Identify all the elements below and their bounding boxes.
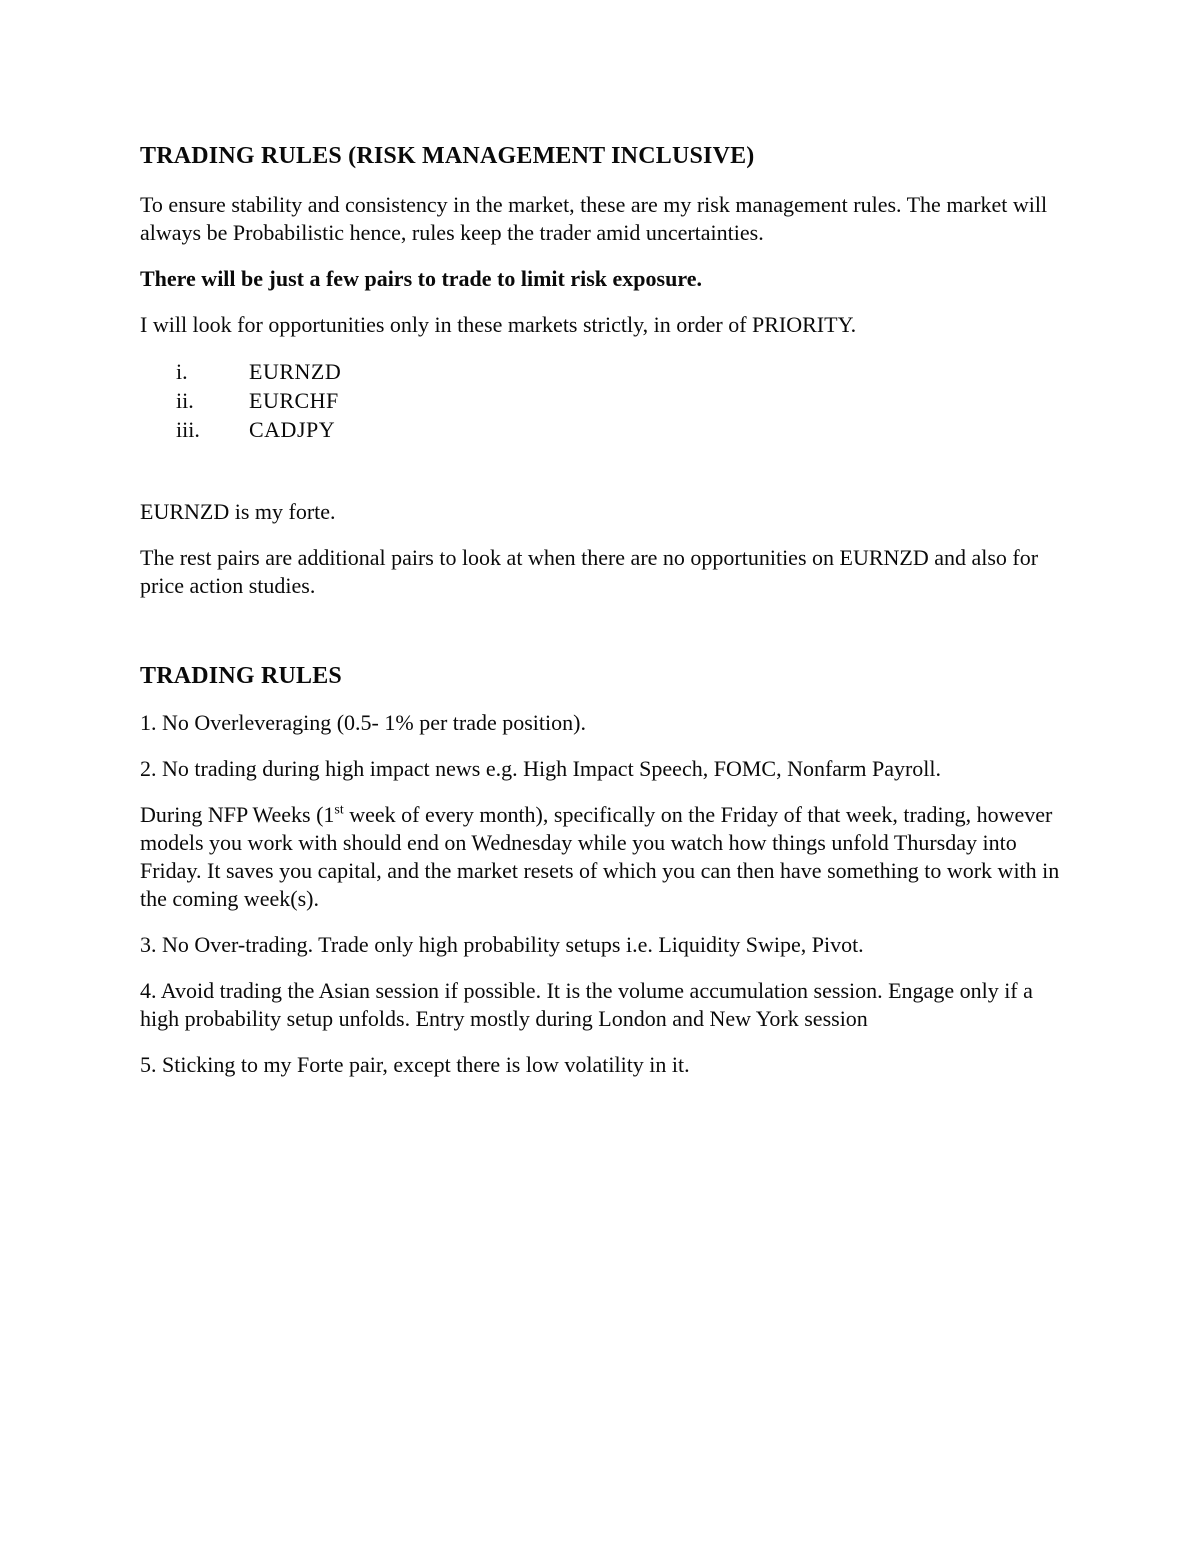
list-item xyxy=(140,386,1075,415)
rule-no-news-trading: 2. No trading during high impact news e.g. High Impact Speech, FOMC, Nonfarm Payroll. xyxy=(140,756,942,781)
rule-stick-to-forte: 5. Sticking to my Forte pair, except there is low volatility in it. xyxy=(140,1052,690,1077)
list-item-numeral: ii. xyxy=(176,388,194,413)
pair-name: EURNZD xyxy=(249,359,342,384)
rules-heading: TRADING RULES xyxy=(140,663,342,689)
priority-pairs-list xyxy=(140,357,1075,444)
pair-name: CADJPY xyxy=(249,417,336,442)
pair-name: EURCHF xyxy=(249,388,339,413)
document-title: TRADING RULES (RISK MANAGEMENT INCLUSIVE) xyxy=(140,143,755,169)
ordinal-superscript: st xyxy=(334,802,344,818)
nfp-week-note xyxy=(140,801,1075,913)
nfp-note-text-start: During NFP Weeks (1 xyxy=(140,802,335,827)
priority-intro: I will look for opportunities only in these markets strictly, in order of PRIORITY. xyxy=(140,312,857,337)
list-item-numeral: i. xyxy=(176,359,188,384)
pairs-statement: There will be just a few pairs to trade to limit risk exposure. xyxy=(140,266,702,291)
list-item xyxy=(140,357,1075,386)
rule-no-overleveraging: 1. No Overleveraging (0.5- 1% per trade position). xyxy=(140,710,586,735)
blank-space xyxy=(140,618,1075,662)
document-content xyxy=(140,142,1075,1097)
intro-paragraph: To ensure stability and consistency in the market, these are my risk management rules. The market will always be Probabilistic hence, rules keep the trader amid uncertainties. xyxy=(140,192,1048,245)
nfp-note-text-end: week of every month), specifically on the Friday of that week, trading, however models you work with should end on Wednesday while you watch how things unfold Thursday into Friday. It saves you capital, and the market resets of which you can then have something to work with in the coming week(s). xyxy=(140,802,1060,911)
list-item xyxy=(140,415,1075,444)
forte-line: EURNZD is my forte. xyxy=(140,499,336,524)
additional-pairs-note: The rest pairs are additional pairs to look at when there are no opportunities on EURNZD and also for price action studies. xyxy=(140,545,1039,598)
rule-avoid-asian-session: 4. Avoid trading the Asian session if possible. It is the volume accumulation session. Engage only if a high probability setup unfolds. Entry mostly during London and New York session xyxy=(140,978,1033,1031)
rule-no-overtrading: 3. No Over-trading. Trade only high probability setups i.e. Liquidity Swipe, Pivot. xyxy=(140,932,864,957)
list-item-numeral: iii. xyxy=(176,417,200,442)
blank-space xyxy=(140,462,1075,498)
